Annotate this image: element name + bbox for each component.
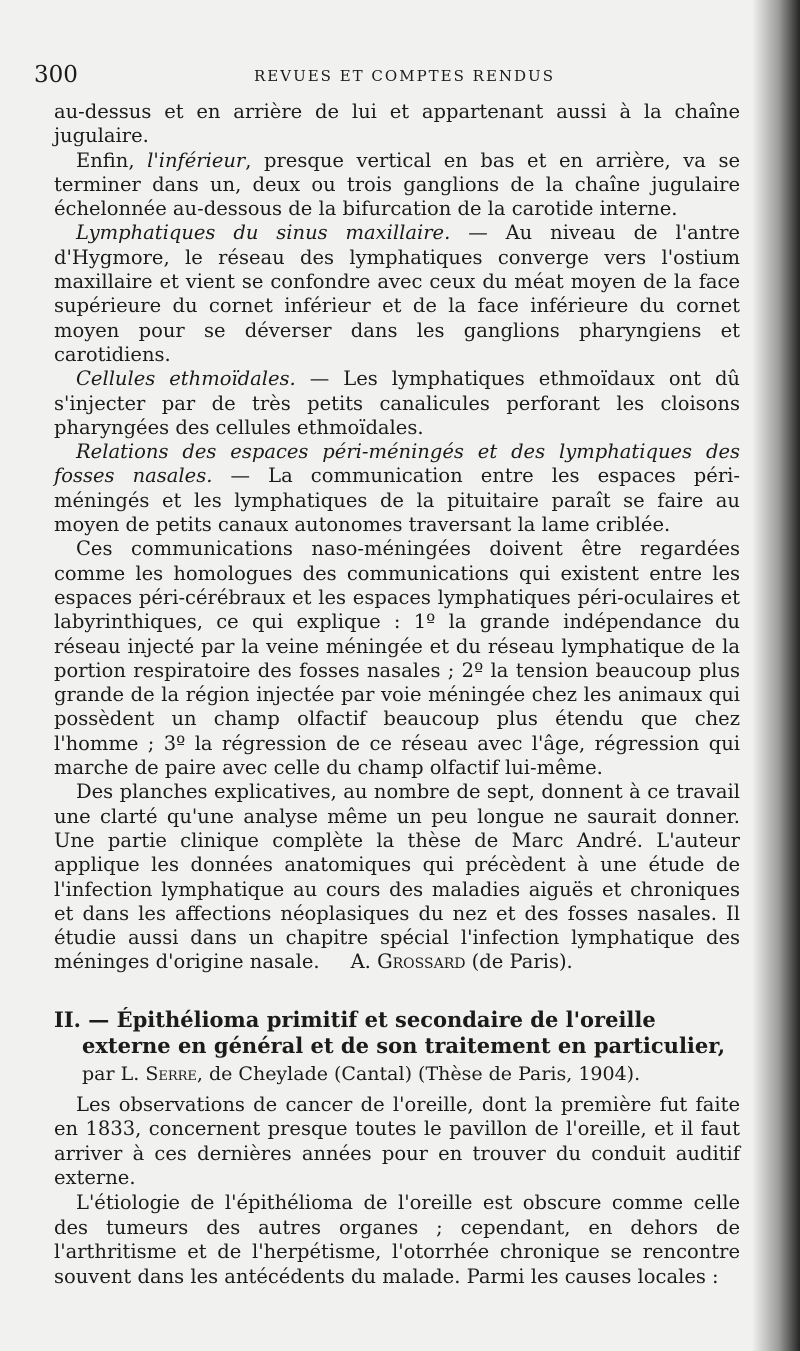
paragraph-maxillary-sinus xyxy=(54,221,740,367)
page-number: 300 xyxy=(34,62,78,88)
paragraph-2 xyxy=(54,149,740,222)
section-2-body xyxy=(54,1093,740,1290)
paragraph-maxillary-sinus-text: — Au niveau de l'antre d'Hygmore, le réseau des lymphatiques converge vers l'ostium maxillaire et vient se confondre avec ceux du méat moyen de la face supérieure du cornet inférieur et de la face inférieure du cornet moyen pour se déverser dans les ganglions pharyngiens et carotidiens. xyxy=(54,221,740,366)
paragraph-2-text: , presque vertical en bas et en arrière, va se terminer dans un, deux ou trois ganglions de la chaîne jugulaire échelonnée au-dessous de la bifurcation de la carotide interne. xyxy=(54,148,740,221)
paragraph-2-lead: Enfin, xyxy=(76,148,148,172)
paragraph-plates xyxy=(54,780,740,974)
signature-initial: A. xyxy=(350,950,378,974)
paragraph-2-italic: l'inférieur xyxy=(147,148,246,172)
section-2-meta: , de Cheylade (Cantal) (Thèse de Paris, 1904). xyxy=(196,1062,641,1085)
page-body xyxy=(54,100,740,1289)
paragraph-meningeal-relations xyxy=(54,440,740,537)
paragraph-meningeal-relations-text: — La communication entre les espaces péri-méningés et les lymphatiques de la pituitaire paraît se faire au moyen de petits canaux autonomes traversant la lame criblée. xyxy=(54,464,740,537)
subheading-meningeal-relations: Relations des espaces péri-méningés et des lymphatiques des fosses nasales. xyxy=(54,440,740,488)
section-2-title: Épithélioma primitif et secondaire de l'oreille externe en général et de son traitement en particulier, xyxy=(82,1006,726,1058)
paragraph-1: au-dessus et en arrière de lui et appartenant aussi à la chaîne jugulaire. xyxy=(54,100,740,148)
running-head: REVUES ET COMPTES RENDUS xyxy=(254,67,555,85)
signature-place: (de Paris). xyxy=(465,950,573,974)
page-header xyxy=(34,60,744,90)
signature-name: Grossard xyxy=(377,950,466,974)
paragraph-ethmoid-cells-text: — Les lymphatiques ethmoïdaux ont dû s'injecter par de très petits canalicules perforant les cloisons pharyngées des cellules ethmoïdales. xyxy=(54,367,740,439)
paragraph-naso-meningeal: Ces communications naso-méningées doivent être regardées comme les homologues des communications qui existent entre les espaces péri-cérébraux et les espaces lymphatiques péri-oculaires et labyrinthiques, ce qui explique : 1º la grande indépendance du réseau injecté par la veine méningée et du réseau lymphatique de la portion respiratoire des fosses nasales ; 2º la tension beaucoup plus grande de la région injectée par voie méningée chez les animaux qui possèdent un champ olfactif beaucoup plus étendu que chez l'homme ; 3º la régression de ce réseau avec l'âge, régression qui marche de paire avec celle du champ olfactif lui-même. xyxy=(54,537,740,780)
paragraph-plates-text: Des planches explicatives, au nombre de sept, donnent à ce travail une clarté qu'une analyse même un peu longue ne saurait donner. Une partie clinique complète la thèse de Marc André. L'auteur applique les données anatomiques qui précèdent à une étude de l'infection lymphatique au cours des maladies aiguës et chroniques et dans les affections néoplasiques du nez et des fosses nasales. Il étudie aussi dans un chapitre spécial l'infection lymphatique des méninges d'origine nasale. xyxy=(54,780,740,974)
section-2-paragraph-1: Les observations de cancer de l'oreille, dont la première fut faite en 1833, concernent presque toutes le pavillon de l'oreille, et il faut arriver à ces dernières années pour en trouver du conduit auditif externe. xyxy=(54,1092,740,1190)
paragraph-ethmoid-cells xyxy=(54,367,740,440)
section-2-heading xyxy=(54,1007,740,1087)
section-2-paragraph-2: L'étiologie de l'épithélioma de l'oreille est obscure comme celle des tumeurs des autres organes ; cependant, en dehors de l'arthritisme et de l'herpétisme, l'otorrhée chronique se rencontre souvent dans les antécédents du malade. Parmi les causes locales : xyxy=(54,1191,740,1288)
review-signature xyxy=(326,950,573,973)
section-2-number: II. — xyxy=(54,1006,117,1032)
subheading-ethmoid-cells: Cellules ethmoïdales. xyxy=(76,367,296,391)
section-2-by: par L. xyxy=(82,1062,146,1085)
subheading-maxillary-sinus: Lymphatiques du sinus maxillaire. xyxy=(76,221,451,245)
page-binding-shadow xyxy=(752,0,800,1351)
section-2-author: Serre xyxy=(145,1062,197,1085)
